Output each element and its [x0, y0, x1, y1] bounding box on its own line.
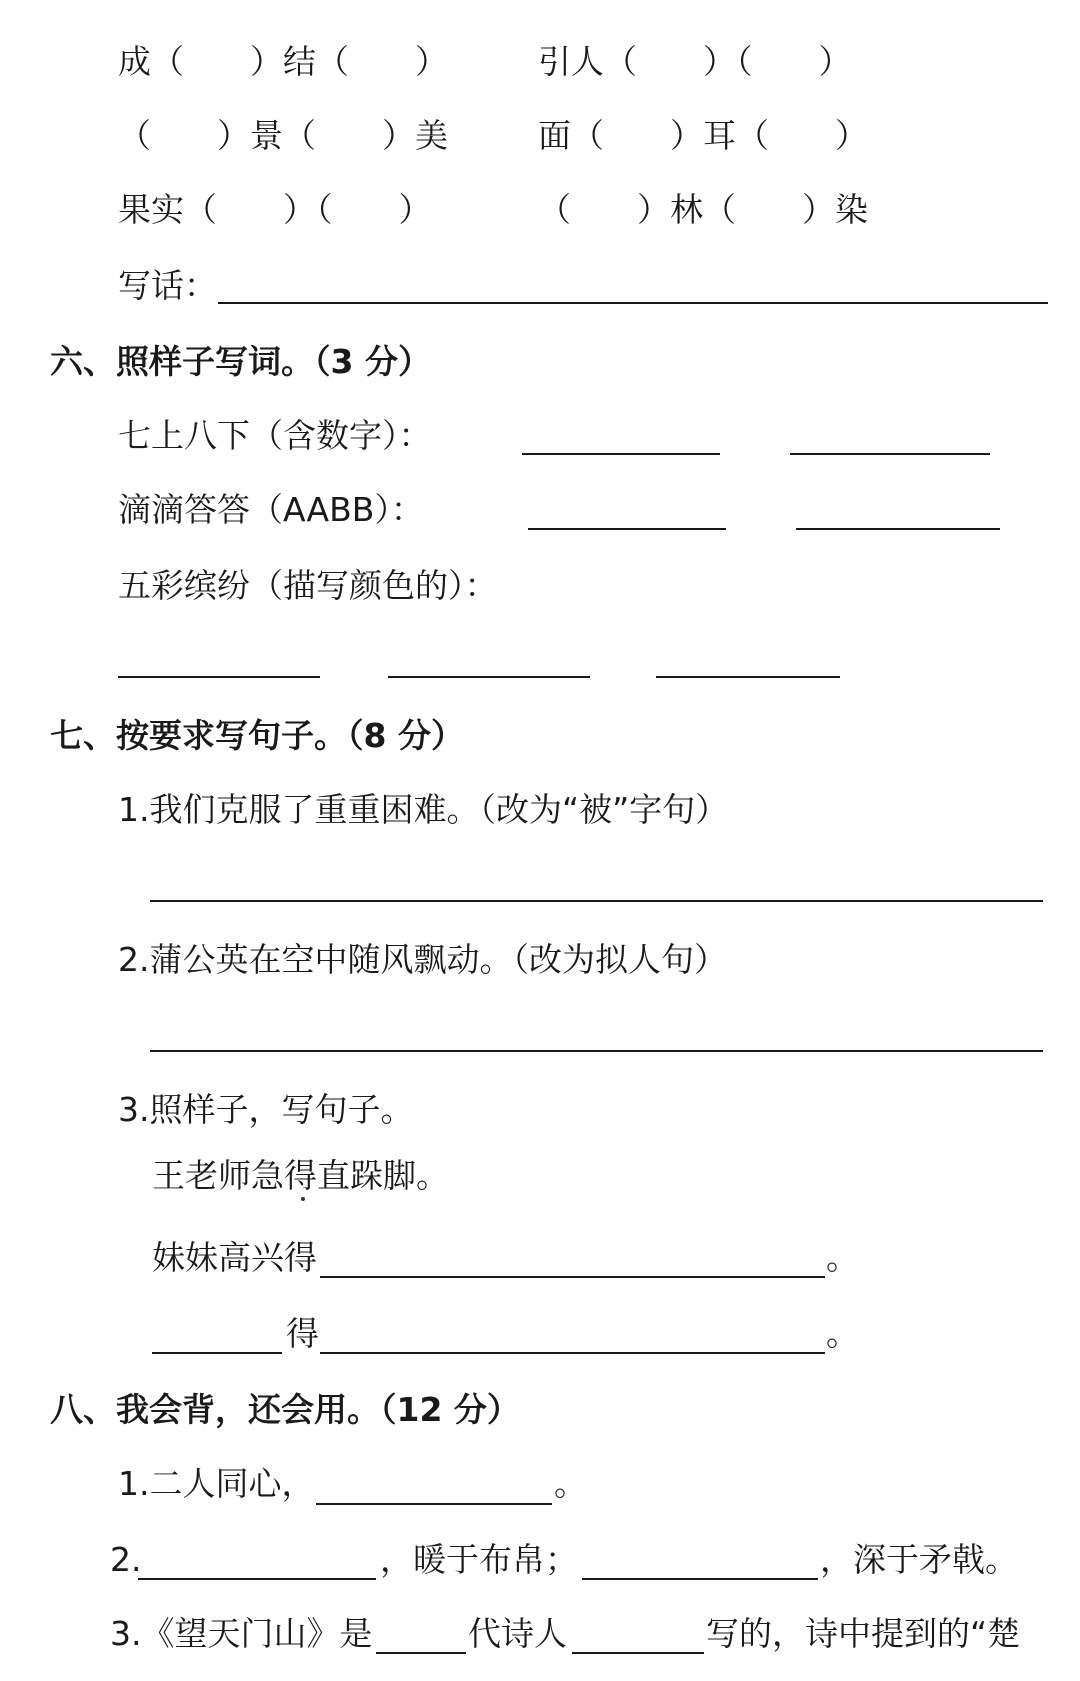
idiom-fill-3b: （ ）林（ ）染: [538, 190, 868, 229]
word-pattern-2-label: 滴滴答答（AABB）：: [118, 490, 424, 529]
word-pattern-1-blank-1[interactable]: [522, 453, 720, 455]
recite-q3-part-b: 代诗人: [468, 1614, 567, 1653]
word-pattern-3-label: 五彩缤纷（描写颜色的）：: [118, 566, 498, 605]
sentence-q1: 1.我们克服了重重困难。（改为“被”字句）: [118, 790, 729, 829]
idiom-fill-1a: 成（ ）结（ ）: [118, 42, 448, 81]
word-pattern-3-blank-1[interactable]: [118, 676, 320, 678]
fill-sentence-b-blank-1[interactable]: [152, 1352, 282, 1354]
fill-sentence-b-blank-2[interactable]: [320, 1352, 825, 1354]
write-sentence-label: 写话：: [118, 266, 217, 305]
idiom-fill-1b: 引人（ ）（ ）: [538, 42, 852, 81]
idiom-fill-3a: 果实（ ）（ ）: [118, 190, 432, 229]
recite-q1-blank[interactable]: [316, 1503, 552, 1505]
word-pattern-1-label: 七上八下（含数字）：: [118, 416, 432, 455]
sentence-q1-answer-line[interactable]: [150, 900, 1043, 902]
recite-q3-blank-poet[interactable]: [572, 1652, 704, 1654]
recite-q3-part-c: 写的，诗中提到的“楚: [706, 1614, 1021, 1653]
section7-heading: 七、按要求写句子。（8 分）: [50, 716, 464, 755]
recite-q3-blank-dynasty[interactable]: [376, 1652, 466, 1654]
recite-q2-blank-1[interactable]: [138, 1578, 376, 1580]
recite-q1-suffix: 。: [554, 1464, 587, 1503]
sentence-q2-answer-line[interactable]: [150, 1050, 1043, 1052]
fill-sentence-a-end: 。: [826, 1238, 859, 1277]
word-pattern-1-blank-2[interactable]: [790, 453, 990, 455]
word-pattern-3-blank-3[interactable]: [656, 676, 840, 678]
sentence-q2: 2.蒲公英在空中随风飘动。（改为拟人句）: [118, 940, 727, 979]
example-sentence: 王老师急得直跺脚。: [152, 1156, 449, 1195]
idiom-fill-2a: （ ）景（ ）美: [118, 116, 448, 155]
sentence-q3: 3.照样子，写句子。: [118, 1090, 414, 1129]
section6-heading: 六、照样子写词。（3 分）: [50, 342, 431, 381]
fill-sentence-a-prefix: 妹妹高兴得: [152, 1238, 317, 1277]
recite-q2-mid: ，暖于布帛；: [380, 1540, 578, 1579]
recite-q2-blank-2[interactable]: [582, 1578, 818, 1580]
word-pattern-3-blank-2[interactable]: [388, 676, 590, 678]
idiom-fill-2b: 面（ ）耳（ ）: [538, 116, 868, 155]
recite-q2-suffix: ，深于矛戟。: [820, 1540, 1018, 1579]
recite-q1-prefix: 1.二人同心，: [118, 1464, 315, 1503]
fill-sentence-a-blank[interactable]: [320, 1276, 825, 1278]
write-sentence-line[interactable]: [218, 302, 1048, 304]
fill-sentence-b-mid: 得: [286, 1314, 319, 1353]
emphasis-dot: [301, 1197, 305, 1201]
word-pattern-2-blank-2[interactable]: [796, 528, 1000, 530]
section8-heading: 八、我会背，还会用。（12 分）: [50, 1390, 520, 1429]
recite-q2-prefix: 2.: [110, 1540, 142, 1579]
word-pattern-2-blank-1[interactable]: [528, 528, 726, 530]
recite-q3-part-a: 3.《望天门山》是: [110, 1614, 373, 1653]
fill-sentence-b-end: 。: [826, 1314, 859, 1353]
